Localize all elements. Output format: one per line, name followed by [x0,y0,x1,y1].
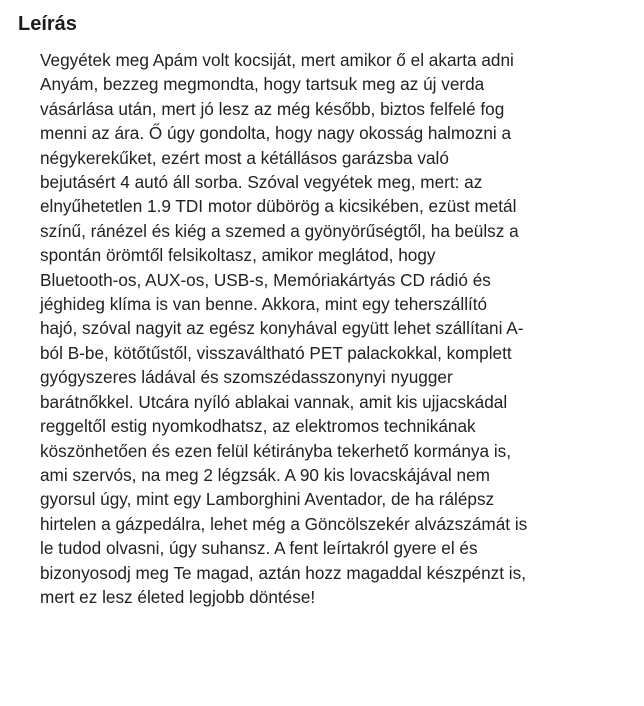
description-line: bizonyosodj meg Te magad, aztán hozz magaddal készpénzt is, [40,562,526,583]
description-line: Vegyétek meg Apám volt kocsiját, mert amikor ő el akarta adni [40,50,514,70]
description-line: reggeltől estig nyomkodhatsz, az elektromos technikának [40,416,476,437]
description-line: hirtelen a gázpedálra, lehet még a Göncölszekér alvázszámát is [40,513,528,534]
description-line: gyógyszeres ládával és szomszédasszonynyi nyugger [40,367,453,388]
description-line: négykerekűket, ezért most a kétállásos garázsba való [40,147,449,168]
description-line: le tudod olvasni, úgy suhansz. A fent leírtakról gyere el és [40,538,478,559]
description-line: menni az ára. Ő úgy gondolta, hogy nagy okosság halmozni a [40,123,512,144]
description-line: barátnőkkel. Utcára nyíló ablakai vannak, amit kis ujjacskádal [40,391,508,412]
section-title: Leírás [18,13,77,35]
description-line: bejutásért 4 autó áll sorba. Szóval vegyétek meg, mert: az [40,172,483,193]
description-line: jéghideg klíma is van benne. Akkora, mint egy teherszállító [40,294,488,315]
description-text [40,48,626,609]
description-line: hajó, szóval nagyit az egész konyhával együtt lehet szállítani A- [40,318,524,339]
description-line: elnyűhetetlen 1.9 TDI motor dübörög a kicsikében, ezüst metál [40,196,517,217]
description-line: Anyám, bezzeg megmondta, hogy tartsuk meg az új verda [40,74,485,95]
description-line: mert ez lesz életed legjobb döntése! [40,586,316,607]
description-line: vásárlása után, mert jó lesz az még később, biztos felfelé fog [40,98,505,119]
description-line: színű, ránézel és kiég a szemed a gyönyörűségtől, ha beülsz a [40,220,519,241]
description-line: köszönhetően és ezen felül kétirányba tekerhető kormánya is, [40,440,512,461]
description-line: ami szervós, na meg 2 légzsák. A 90 kis lovacskájával nem [40,464,490,485]
description-line: spontán örömtől felsikoltasz, amikor meglátod, hogy [40,245,436,266]
description-line: ból B-be, kötőtűstől, visszaváltható PET palackokkal, komplett [40,342,512,363]
description-line: gyorsul úgy, mint egy Lamborghini Aventador, de ha rálépsz [40,489,495,510]
description-line: Bluetooth-os, AUX-os, USB-s, Memóriakártyás CD rádió és [40,269,491,290]
